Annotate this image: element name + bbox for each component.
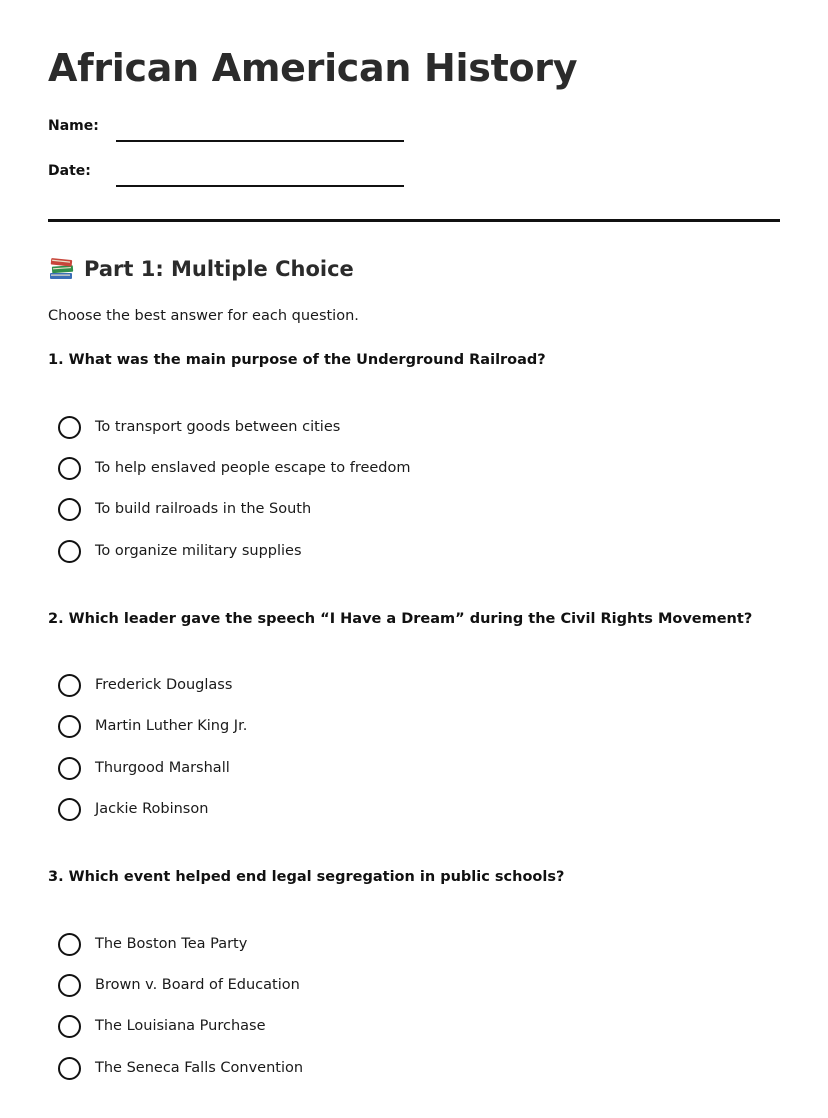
radio-button[interactable]	[58, 715, 81, 738]
option-label: Frederick Douglass	[95, 677, 233, 693]
section-title	[48, 257, 354, 281]
radio-button[interactable]	[58, 457, 81, 480]
option-2a[interactable]	[58, 673, 232, 697]
date-label: Date:	[48, 163, 91, 179]
option-label: Brown v. Board of Education	[95, 977, 300, 993]
radio-button[interactable]	[58, 974, 81, 997]
option-label: The Boston Tea Party	[95, 936, 248, 952]
option-label: Martin Luther King Jr.	[95, 718, 248, 734]
option-2d[interactable]	[58, 797, 208, 821]
option-label: Jackie Robinson	[95, 801, 209, 817]
option-label: To help enslaved people escape to freedom	[95, 460, 411, 476]
instructions: Choose the best answer for each question.	[48, 308, 359, 324]
option-3a[interactable]	[58, 932, 247, 956]
header-divider	[48, 219, 780, 222]
radio-button[interactable]	[58, 933, 81, 956]
radio-button[interactable]	[58, 757, 81, 780]
option-3d[interactable]	[58, 1056, 303, 1080]
radio-button[interactable]	[58, 798, 81, 821]
option-2b[interactable]	[58, 714, 247, 738]
radio-button[interactable]	[58, 1015, 81, 1038]
date-blank-line[interactable]	[116, 185, 404, 187]
option-label: To transport goods between cities	[95, 419, 341, 435]
option-1a[interactable]	[58, 415, 340, 439]
option-label: The Seneca Falls Convention	[95, 1060, 304, 1076]
question-text: 2. Which leader gave the speech “I Have a Dream” during the Civil Rights Movement?	[48, 611, 753, 627]
date-field[interactable]	[48, 163, 408, 187]
option-label: To build railroads in the South	[95, 501, 312, 517]
radio-button[interactable]	[58, 674, 81, 697]
radio-button[interactable]	[58, 498, 81, 521]
worksheet-title: African American History	[48, 46, 578, 90]
option-3c[interactable]	[58, 1014, 266, 1038]
name-label: Name:	[48, 118, 99, 134]
name-field[interactable]	[48, 118, 408, 142]
radio-button[interactable]	[58, 416, 81, 439]
question-text: 1. What was the main purpose of the Underground Railroad?	[48, 352, 546, 368]
name-blank-line[interactable]	[116, 140, 404, 142]
books-icon	[48, 257, 75, 281]
radio-button[interactable]	[58, 540, 81, 563]
option-1b[interactable]	[58, 456, 411, 480]
option-1c[interactable]	[58, 497, 311, 521]
option-3b[interactable]	[58, 973, 300, 997]
option-label: The Louisiana Purchase	[95, 1018, 266, 1034]
radio-button[interactable]	[58, 1057, 81, 1080]
option-1d[interactable]	[58, 539, 302, 563]
option-label: Thurgood Marshall	[95, 760, 230, 776]
question-text: 3. Which event helped end legal segregation in public schools?	[48, 869, 565, 885]
section-title-text: Part 1: Multiple Choice	[84, 257, 354, 281]
option-2c[interactable]	[58, 756, 230, 780]
option-label: To organize military supplies	[95, 543, 302, 559]
